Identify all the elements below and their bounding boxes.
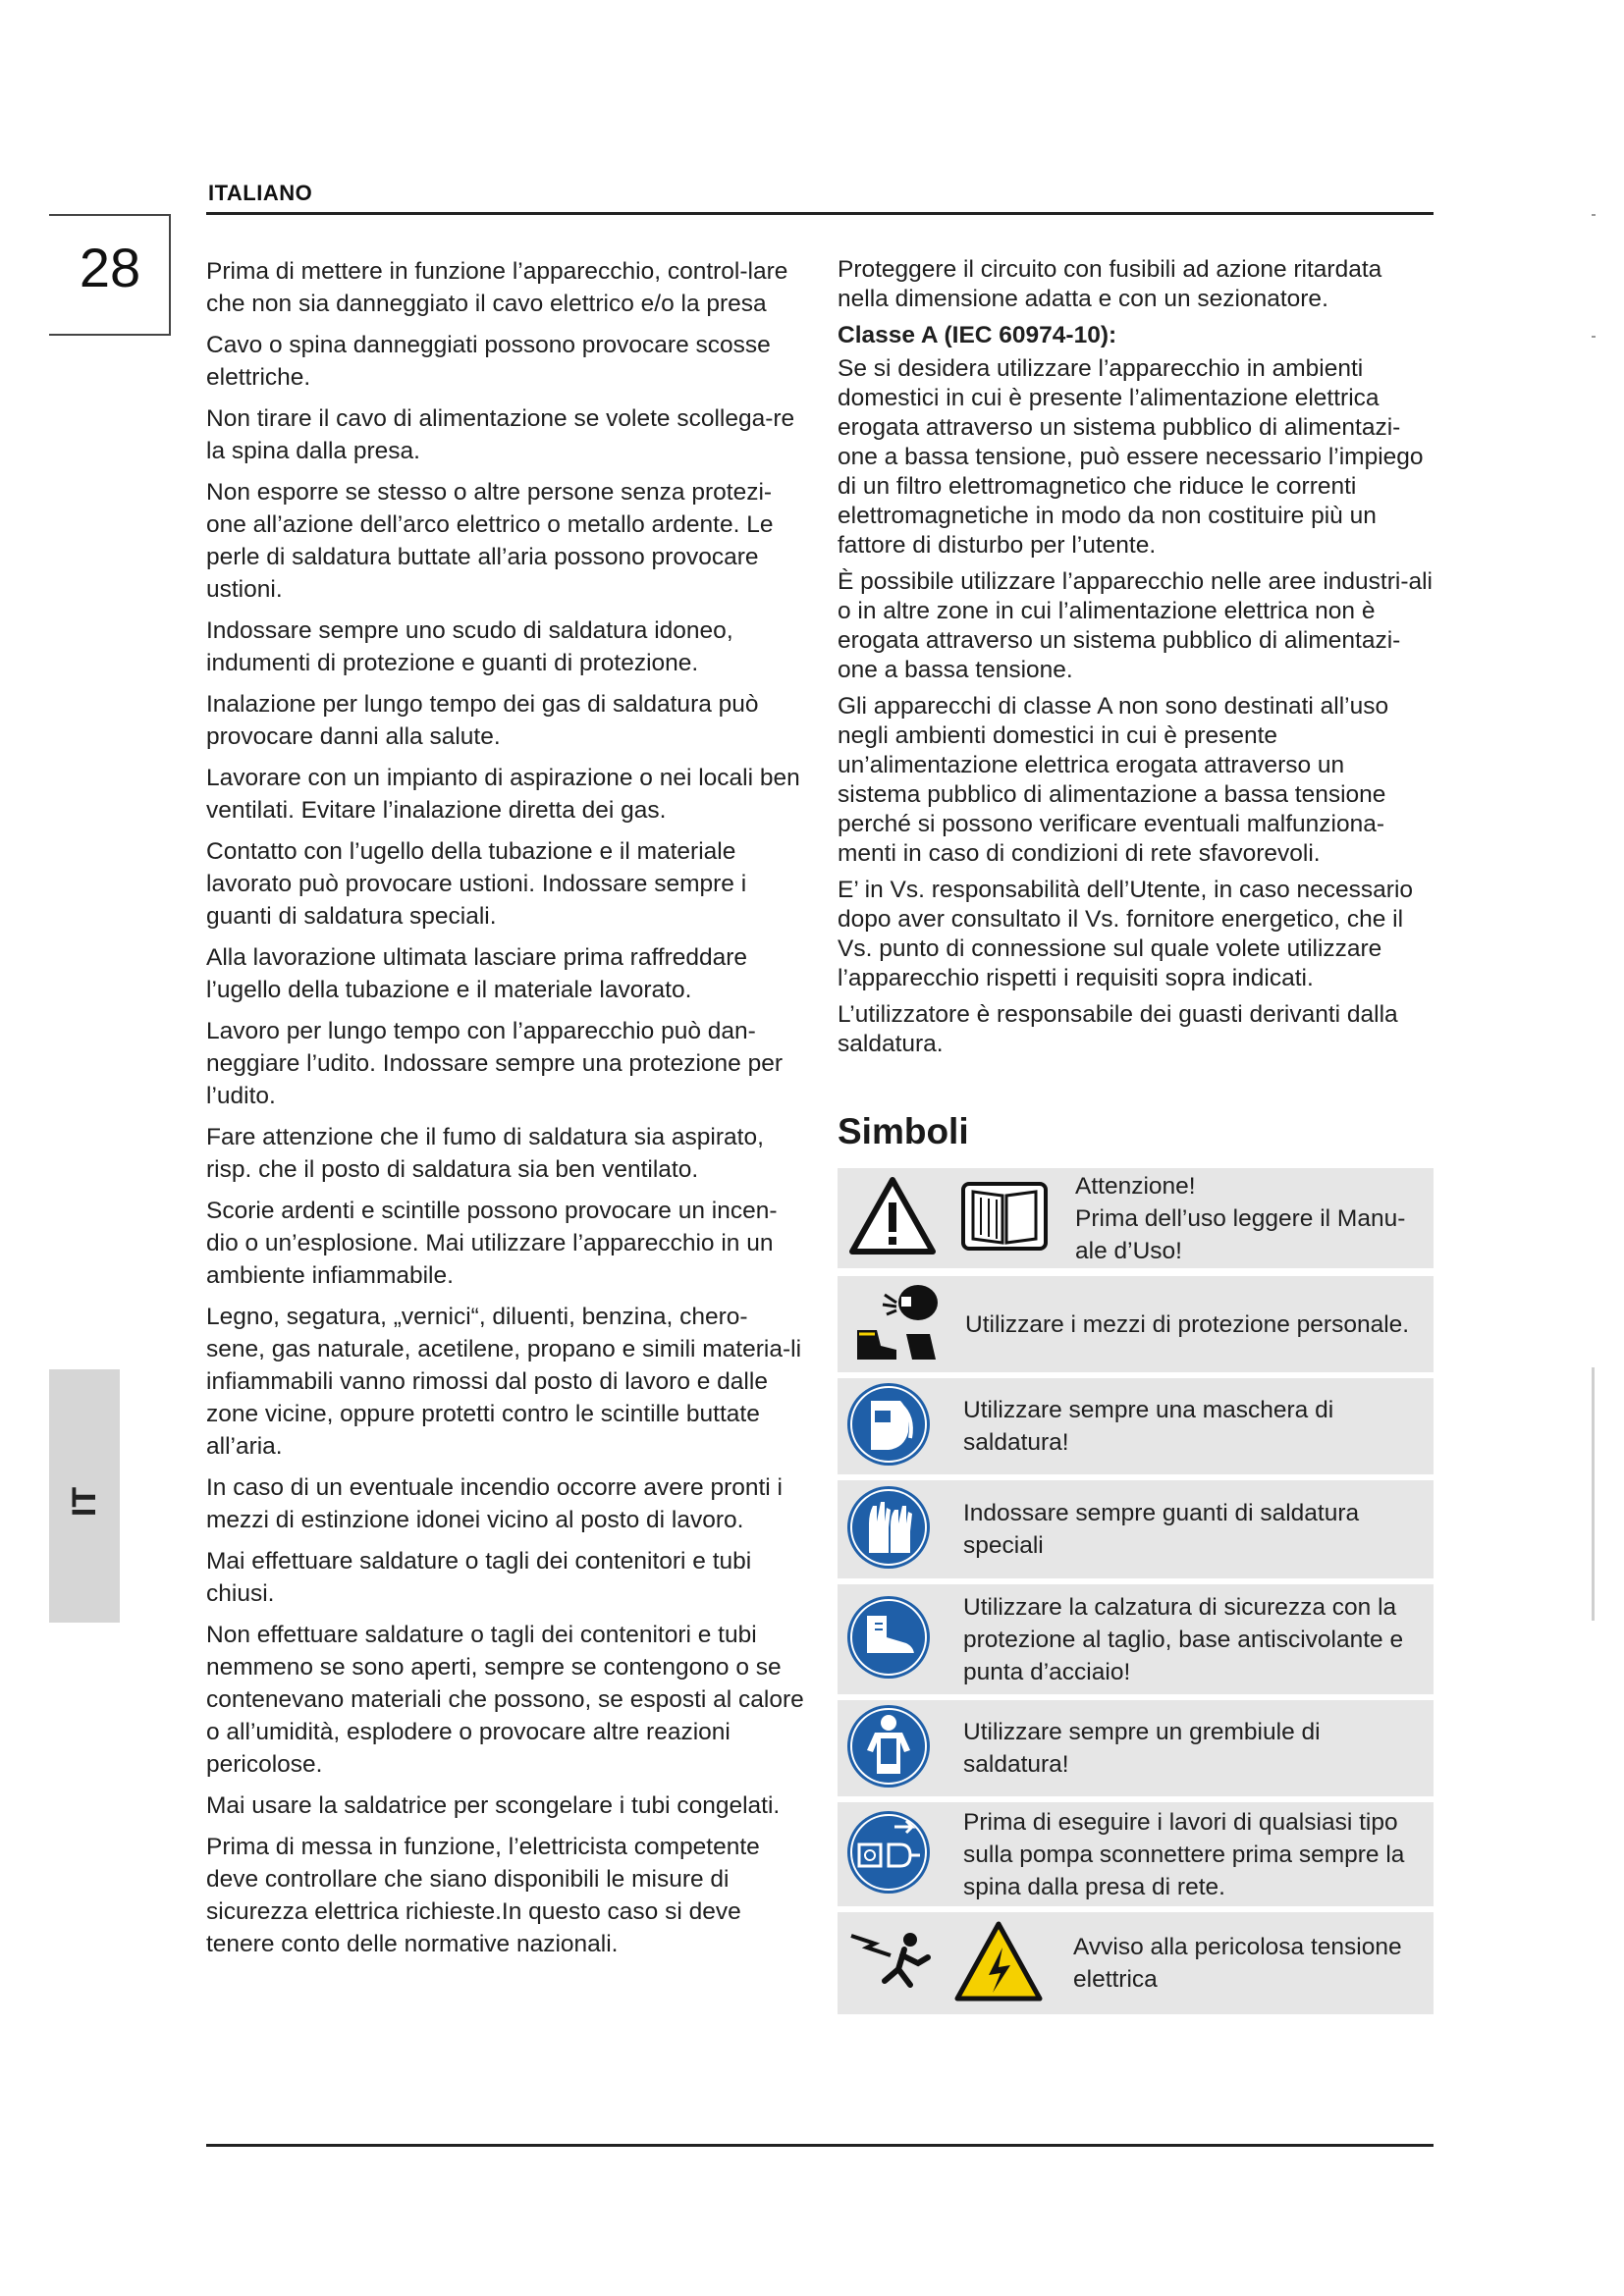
symbol-row xyxy=(838,1168,1434,1268)
class-a-heading: Classe A (IEC 60974-10): xyxy=(838,322,1117,348)
paragraph: Inalazione per lungo tempo dei gas di saldatura può provocare danni alla salute. xyxy=(206,691,759,750)
paragraph: Non tirare il cavo di alimentazione se volete scollega-re la spina dalla presa. xyxy=(206,405,795,464)
paragraph: Mai effettuare saldature o tagli dei contenitori e tubi chiusi. xyxy=(206,1548,752,1607)
footer-rule xyxy=(206,2144,1434,2147)
high-voltage-icon xyxy=(953,1920,1044,2007)
symbol-row xyxy=(838,1584,1434,1694)
symbol-row xyxy=(838,1912,1434,2014)
symbol-row xyxy=(838,1276,1434,1372)
paragraph: Prima di mettere in funzione l’apparecchio, control-lare che non sia danneggiato il cavo elettrico e/o la presa xyxy=(206,258,788,317)
welding-mask-icon xyxy=(845,1381,932,1472)
safety-boot-icon xyxy=(845,1594,932,1685)
welding-gloves-icon xyxy=(845,1484,932,1575)
symbol-text: Prima di eseguire i lavori di qualsiasi tipo sulla pompa sconnettere prima sempre la spina dalla presa di rete. xyxy=(963,1808,1405,1900)
paragraph: Legno, segatura, „vernici“, diluenti, benzina, chero-sene, gas naturale, acetilene, propano e simili materia-li infiammabili vanno rimossi dal posto di lavoro e dalle zone vicine, oppure protetti contro le scintille buttate all’aria. xyxy=(206,1304,802,1460)
symbol-row xyxy=(838,1378,1434,1474)
paragraph: Non effettuare saldature o tagli dei contenitori e tubi nemmeno se sono aperti, sempre se contengono o se contenevano materiali che possono, se esposti al calore o all’umidità, esplodere o provocare altre reazioni pericolose. xyxy=(206,1622,804,1778)
manual-book-icon xyxy=(959,1178,1050,1259)
header-language: ITALIANO xyxy=(208,181,313,205)
intro-paragraph: Proteggere il circuito con fusibili ad azione ritardata nella dimensione adatta e con un sezionatore. xyxy=(838,256,1382,312)
symbol-row xyxy=(838,1802,1434,1906)
symbol-text: Avviso alla pericolosa tensione elettrica xyxy=(1073,1934,1402,1993)
header-rule xyxy=(206,212,1434,215)
symbol-text: Utilizzare la calzatura di sicurezza con la protezione al taglio, base antiscivolante e punta d’acciaio! xyxy=(963,1593,1404,1685)
edge-mark xyxy=(1592,214,1596,216)
paragraph: Non esporre se stesso o altre persone senza protezi-one all’azione dell’arco elettrico o metallo ardente. Le perle di saldatura buttate all’aria possono provocare ustioni. xyxy=(206,479,774,603)
paragraph: Alla lavorazione ultimata lasciare prima raffreddare l’ugello della tubazione e il materiale lavorato. xyxy=(206,944,748,1003)
symbol-row xyxy=(838,1700,1434,1796)
symbol-text: Utilizzare sempre una maschera di saldatura! xyxy=(963,1397,1334,1456)
symbol-text: Utilizzare sempre un grembiule di saldatura! xyxy=(963,1719,1321,1778)
electric-shock-icon xyxy=(845,1920,936,2007)
paragraph: Prima di messa in funzione, l’elettricista competente deve controllare che siano disponibili le misure di sicurezza elettrica richieste.In questo caso si deve tenere conto delle normative nazionali. xyxy=(206,1834,760,1957)
paragraph: Contatto con l’ugello della tubazione e il materiale lavorato può provocare ustioni. Indossare sempre i guanti di saldatura speciali. xyxy=(206,838,747,930)
paragraph: E’ in Vs. responsabilità dell’Utente, in caso necessario dopo aver consultato il Vs. fornitore energetico, che il Vs. punto di connessione sul quale volete utilizzare l’apparecchio rispetti i requisiti sopra indicati. xyxy=(838,877,1414,991)
paragraph: Se si desidera utilizzare l’apparecchio in ambienti domestici in cui è presente l’alimentazione elettrica erogata attraverso un sistema pubblico di alimentazi-one a bassa tensione, può essere necessario l’impiego di un filtro elettromagnetico che riduce le correnti elettromagnetiche in modo da non costituire più un fattore di disturbo per l’utente. xyxy=(838,355,1424,559)
paragraph: Cavo o spina danneggiati possono provocare scosse elettriche. xyxy=(206,332,771,391)
paragraph: Mai usare la saldatrice per scongelare i tubi congelati. xyxy=(206,1792,781,1819)
paragraph: In caso di un eventuale incendio occorre avere pronti i mezzi di estinzione idonei vicino al posto di lavoro. xyxy=(206,1474,783,1533)
edge-mark xyxy=(1592,1367,1595,1621)
paragraph: Lavoro per lungo tempo con l’apparecchio può dan-neggiare l’udito. Indossare sempre una protezione per l’udito. xyxy=(206,1018,784,1109)
paragraph: Fare attenzione che il fumo di saldatura sia aspirato, risp. che il posto di saldatura sia ben ventilato. xyxy=(206,1124,764,1183)
symbol-text: Utilizzare i mezzi di protezione personale. xyxy=(965,1310,1410,1338)
warning-triangle-icon xyxy=(847,1175,938,1262)
symbol-text: Indossare sempre guanti di saldatura speciali xyxy=(963,1500,1360,1559)
language-tab-label: IT xyxy=(65,1486,103,1518)
welding-apron-icon xyxy=(845,1703,932,1794)
paragraph: Scorie ardenti e scintille possono provocare un incen-dio o un’esplosione. Mai utilizzare l’apparecchio in un ambiente infiammabile. xyxy=(206,1198,778,1289)
edge-mark xyxy=(1592,336,1596,338)
page-number: 28 xyxy=(79,237,141,298)
section-title-symbols: Simboli xyxy=(838,1111,969,1151)
paragraph: L’utilizzatore è responsabile dei guasti derivanti dalla saldatura. xyxy=(838,1001,1398,1057)
paragraph: Indossare sempre uno scudo di saldatura idoneo, indumenti di protezione e guanti di protezione. xyxy=(206,617,733,676)
paragraph: Gli apparecchi di classe A non sono destinati all’uso negli ambienti domestici in cui è presente un’alimentazione elettrica erogata attraverso un sistema pubblico di alimentazione a bassa tensione perché si possono verificare eventuali malfunziona-menti in caso di condizioni di rete sfavorevoli. xyxy=(838,693,1389,867)
paragraph: Lavorare con un impianto di aspirazione o nei locali ben ventilati. Evitare l’inalazione diretta dei gas. xyxy=(206,765,800,824)
unplug-icon xyxy=(845,1809,932,1900)
symbol-row xyxy=(838,1480,1434,1578)
protective-equipment-icon xyxy=(847,1281,942,1368)
paragraph: È possibile utilizzare l’apparecchio nelle aree industri-ali o in altre zone in cui l’alimentazione elettrica non è erogata attraverso un sistema pubblico di alimentazi-one a bassa tensione. xyxy=(838,568,1434,683)
left-column xyxy=(206,255,805,1969)
right-column xyxy=(838,255,1434,1066)
symbol-text: Attenzione! Prima dell’uso leggere il Manu-ale d’Uso! xyxy=(1075,1172,1406,1264)
